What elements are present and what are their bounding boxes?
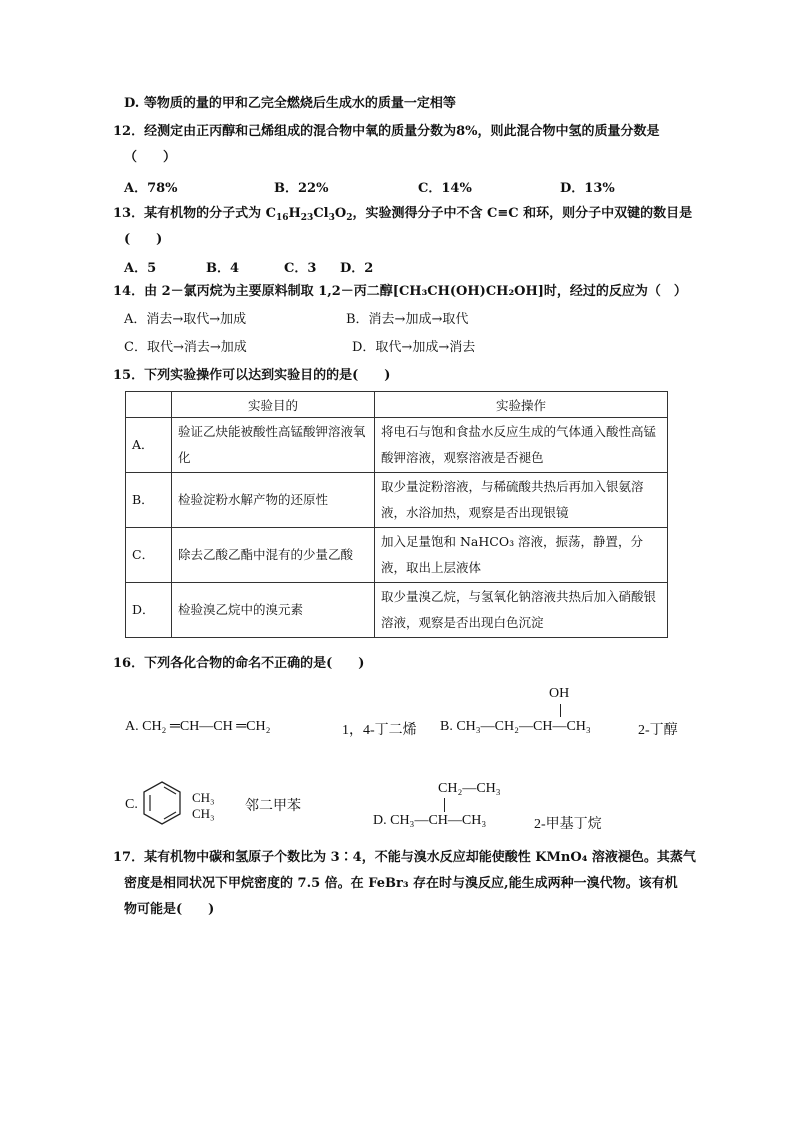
- table-row: [126, 418, 668, 473]
- q16-option-d-name: 2-甲基丁烷: [534, 817, 602, 832]
- q16-option-b-formula: B. CH₃—CH₂—CH—CH₃: [440, 719, 591, 734]
- row-purpose: 除去乙酸乙酯中混有的少量乙酸: [172, 528, 375, 583]
- q12-stem: 12．经测定由正丙醇和己烯组成的混合物中氧的质量分数为8%，则此混合物中氢的质量分数是: [113, 124, 660, 139]
- row-operation: 取少量淀粉溶液，与稀硫酸共热后再加入银氨溶液，水浴加热，观察是否出现银镜: [375, 473, 668, 528]
- row-operation: 取少量溴乙烷，与氢氧化钠溶液共热后加入硝酸银溶液，观察是否出现白色沉淀: [375, 583, 668, 638]
- q16-option-b-name: 2-丁醇: [638, 723, 678, 738]
- q12-option-d: D．13%: [560, 181, 615, 196]
- q16-option-c-ch3-bottom: CH₃: [192, 806, 215, 821]
- q13-option-a: A．5: [124, 261, 157, 276]
- q14-option-a: A．消去→取代→加成: [124, 312, 247, 327]
- q15-table: [125, 391, 668, 638]
- row-purpose: 检验淀粉水解产物的还原性: [172, 473, 375, 528]
- q12-paren: （ ）: [124, 150, 177, 165]
- q13-option-b: B．4: [206, 261, 240, 276]
- q16-option-c-label: C.: [125, 797, 138, 812]
- row-operation: 加入足量饱和 NaHCO₃ 溶液，振荡，静置，分液，取出上层液体: [375, 528, 668, 583]
- q14-option-c: C．取代→消去→加成: [124, 340, 247, 355]
- q16-option-d-formula: D. CH₃—CH—CH₃: [373, 813, 487, 828]
- q16-option-c-name: 邻二甲苯: [245, 799, 301, 814]
- q16-option-c-ch3-top: CH₃: [192, 790, 215, 805]
- q15-stem: 15．下列实验操作可以达到实验目的的是( ): [113, 368, 391, 383]
- q16-option-b-bond: [560, 704, 561, 717]
- q13-paren: ( ): [124, 232, 163, 247]
- table-row: [126, 473, 668, 528]
- q11-option-d: D. 等物质的量的甲和乙完全燃烧后生成水的质量一定相等: [124, 96, 456, 111]
- row-label: A．: [126, 418, 172, 473]
- table-header-blank: [126, 392, 172, 418]
- q12-option-c: C．14%: [418, 181, 472, 196]
- table-header-row: [126, 392, 668, 418]
- table-header-operation: 实验操作: [375, 392, 668, 418]
- q16-stem: 16．下列各化合物的命名不正确的是( ): [113, 656, 365, 671]
- q16-option-a-name: 1，4-丁二烯: [342, 723, 417, 738]
- row-purpose: 验证乙炔能被酸性高锰酸钾溶液氧化: [172, 418, 375, 473]
- q14-option-d: D．取代→加成→消去: [352, 340, 476, 355]
- row-purpose: 检验溴乙烷中的溴元素: [172, 583, 375, 638]
- table-row: [126, 528, 668, 583]
- table-row: [126, 583, 668, 638]
- q14-stem: 14．由 2－氯丙烷为主要原料制取 1,2－丙二醇[CH₃CH(OH)CH₂OH]时，经过的反应为（ ）: [113, 284, 687, 299]
- q17-stem-line2: 密度是相同状况下甲烷密度的 7.5 倍。在 FeBr₃ 存在时与溴反应,能生成两种一溴代物。该有机: [124, 876, 678, 891]
- row-operation: 将电石与饱和食盐水反应生成的气体通入酸性高锰酸钾溶液，观察溶液是否褪色: [375, 418, 668, 473]
- q13-option-c: C．3: [284, 261, 317, 276]
- q17-stem-line1: 17．某有机物中碳和氢原子个数比为 3∶4，不能与溴水反应却能使酸性 KMnO₄ 溶液褪色。其蒸气: [113, 850, 696, 865]
- row-label: C．: [126, 528, 172, 583]
- q12-option-b: B．22%: [274, 181, 329, 196]
- row-label: B．: [126, 473, 172, 528]
- benzene-ring-icon: [142, 778, 186, 828]
- q16-option-b-oh: OH: [549, 686, 570, 701]
- q14-option-b: B．消去→加成→取代: [346, 312, 469, 327]
- table-header-purpose: 实验目的: [172, 392, 375, 418]
- q16-option-a-formula: A. CH₂ ═CH—CH ═CH₂: [125, 719, 271, 734]
- q13-stem: 13．某有机物的分子式为 $C_{16}H_{23}Cl_3O_2$，实验测得分子中不含 C≡C 和环，则分子中双键的数目是: [113, 206, 693, 223]
- q16-option-d-bond: [444, 798, 445, 812]
- q16-option-d-branch: CH₂—CH₃: [438, 781, 501, 796]
- q13-option-d: D．2: [340, 261, 374, 276]
- q12-option-a: A．78%: [124, 181, 178, 196]
- q17-stem-line3: 物可能是( ): [124, 902, 215, 917]
- row-label: D．: [126, 583, 172, 638]
